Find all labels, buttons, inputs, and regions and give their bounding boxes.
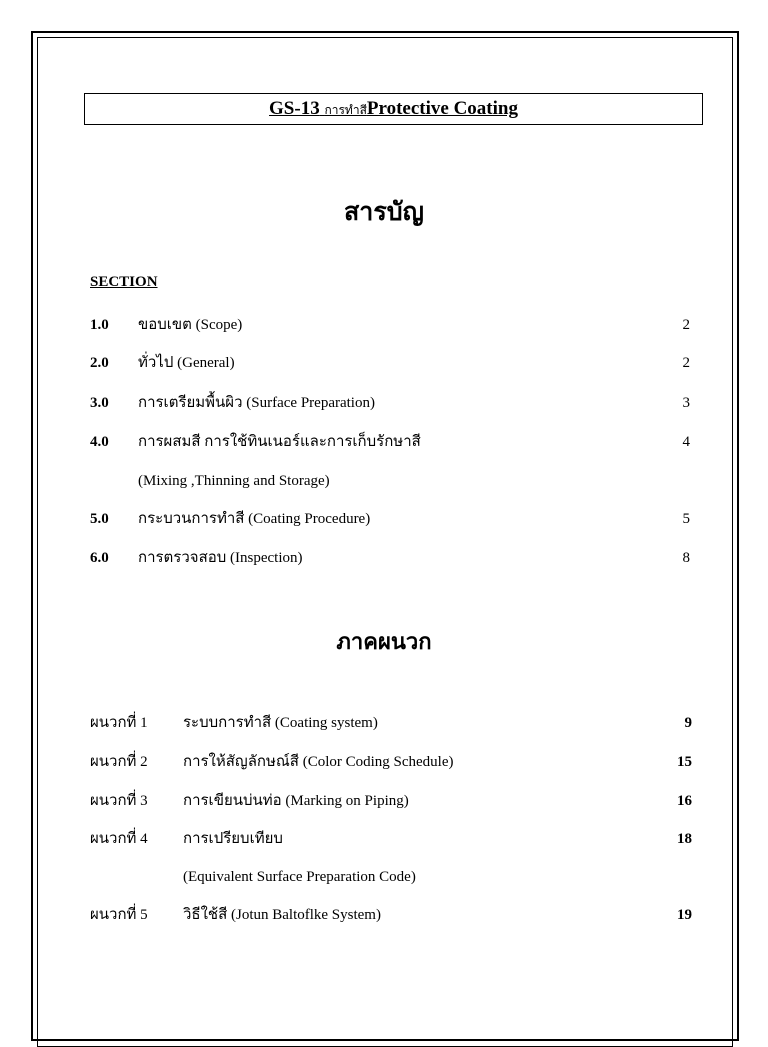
toc-row [0,430,768,454]
toc-page: 2 [682,317,690,333]
section-label: SECTION [90,274,158,290]
toc-number: 6.0 [90,550,109,566]
toc-row [0,313,768,337]
appendix-row-continuation [0,865,768,889]
appendix-page: 15 [677,754,692,770]
toc-text: การตรวจสอบ (Inspection) [138,550,303,566]
appendix-text: การเปรียบเทียบ [183,831,283,847]
toc-text: ทั่วไป (General) [138,355,235,371]
toc-title: สารบัญ [344,199,424,226]
appendix-row [0,827,768,851]
toc-text: (Mixing ,Thinning and Storage) [138,473,330,489]
appendix-number: ผนวกที่ 2 [90,754,148,770]
toc-page: 5 [682,511,690,527]
toc-page: 3 [682,395,690,411]
appendix-text: วิธีใช้สี (Jotun Baltoflke System) [183,907,381,923]
appendix-number: ผนวกที่ 5 [90,907,148,923]
appendix-row [0,750,768,774]
appendix-text: (Equivalent Surface Preparation Code) [183,869,416,885]
toc-page: 4 [682,434,690,450]
toc-text: ขอบเขต (Scope) [138,317,243,333]
toc-page: 2 [682,355,690,371]
toc-number: 3.0 [90,395,109,411]
toc-number: 4.0 [90,434,109,450]
appendix-page: 16 [677,793,692,809]
appendix-title: ภาคผนวก [336,629,432,654]
appendix-number: ผนวกที่ 3 [90,793,148,809]
appendix-page: 18 [677,831,692,847]
header-code: GS-13 [269,98,320,119]
toc-row [0,391,768,415]
toc-text: การเตรียมพื้นผิว (Surface Preparation) [138,395,375,411]
toc-row [0,546,768,570]
toc-row [0,351,768,375]
document-header [84,93,703,125]
appendix-row [0,903,768,927]
toc-page: 8 [682,550,690,566]
appendix-row [0,789,768,813]
appendix-text: ระบบการทำสี (Coating system) [183,715,378,731]
appendix-number: ผนวกที่ 4 [90,831,148,847]
toc-text: กระบวนการทำสี (Coating Procedure) [138,511,371,527]
appendix-text: การเขียนบ่นท่อ (Marking on Piping) [183,793,409,809]
toc-row [0,507,768,531]
toc-number: 1.0 [90,317,109,333]
page-border-inner [37,37,733,1047]
header-thai: การทำสี [324,103,367,117]
appendix-row [0,711,768,735]
appendix-page: 19 [677,907,692,923]
toc-row-continuation [0,469,768,493]
appendix-page: 9 [684,715,692,731]
appendix-text: การให้สัญลักษณ์สี (Color Coding Schedule) [183,754,454,770]
header-title [269,98,518,119]
toc-text: การผสมสี การใช้ทินเนอร์และการเก็บรักษาสี [138,434,421,450]
toc-number: 2.0 [90,355,109,371]
header-english: Protective Coating [366,98,518,119]
appendix-number: ผนวกที่ 1 [90,715,148,731]
toc-number: 5.0 [90,511,109,527]
